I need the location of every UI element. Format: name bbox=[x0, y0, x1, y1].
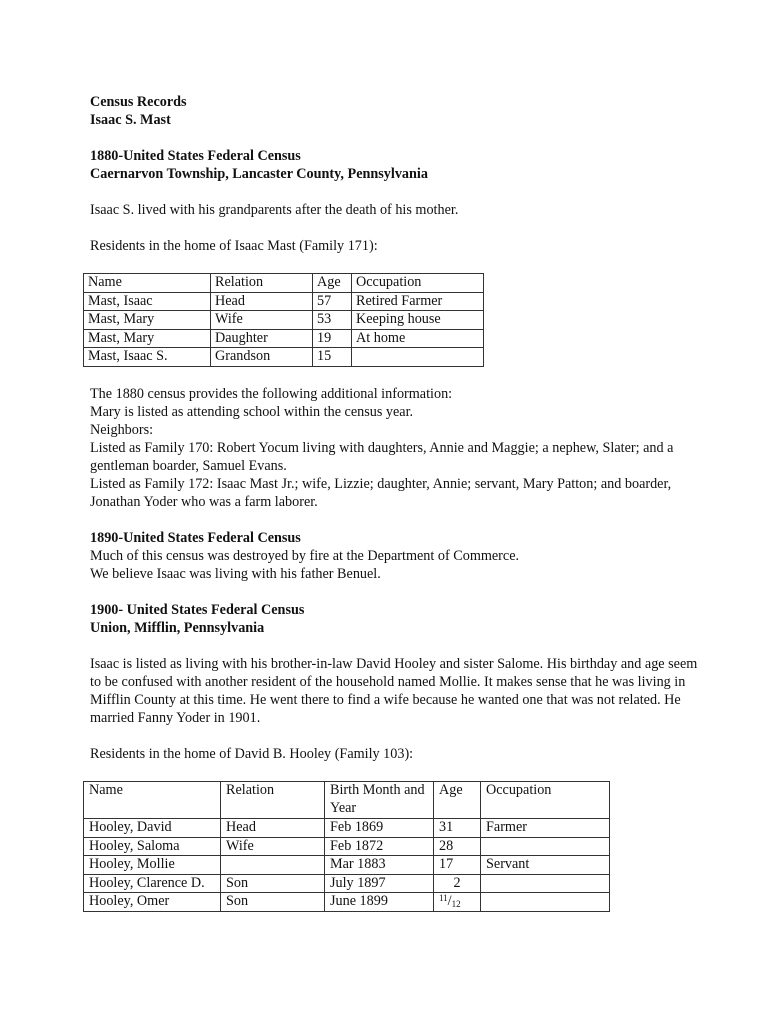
table-cell: At home bbox=[352, 329, 484, 348]
table-row bbox=[84, 818, 610, 837]
table-cell: 57 bbox=[313, 292, 352, 311]
table-row bbox=[84, 292, 484, 311]
table-cell: 2 bbox=[434, 874, 481, 893]
document-subject: Isaac S. Mast bbox=[90, 112, 171, 128]
table-cell bbox=[481, 874, 610, 893]
census-1880-neighbors-label: Neighbors: bbox=[90, 421, 154, 438]
table-row bbox=[84, 874, 610, 893]
census-1890-line: We believe Isaac was living with his father Benuel. bbox=[90, 565, 381, 582]
table-cell: Hooley, Saloma bbox=[84, 837, 221, 856]
census-1880-family-170: Listed as Family 170: Robert Yocum living with daughters, Annie and Maggie; a nephew, Slater; and a gentleman boarder, Samuel Evans. bbox=[90, 439, 674, 474]
table-header-cell: Occupation bbox=[481, 781, 610, 818]
census-1900-table bbox=[83, 781, 610, 912]
table-cell bbox=[352, 348, 484, 367]
table-header-cell: Age bbox=[313, 274, 352, 293]
table-row bbox=[84, 311, 484, 330]
table-cell: Son bbox=[221, 893, 325, 912]
table-cell: Servant bbox=[481, 856, 610, 875]
table-cell: 31 bbox=[434, 818, 481, 837]
census-1900-heading: 1900- United States Federal Census bbox=[90, 601, 305, 618]
fraction-numerator: 11 bbox=[439, 893, 448, 904]
census-1880-heading: 1880-United States Federal Census bbox=[90, 148, 301, 164]
table-cell: Feb 1869 bbox=[325, 818, 434, 837]
table-header-cell: Name bbox=[84, 274, 211, 293]
table-cell: Farmer bbox=[481, 818, 610, 837]
table-cell: 19 bbox=[313, 329, 352, 348]
table-cell: Feb 1872 bbox=[325, 837, 434, 856]
table-cell: Hooley, Omer bbox=[84, 893, 221, 912]
table-row bbox=[84, 893, 610, 912]
table-header-cell: Occupation bbox=[352, 274, 484, 293]
table-header-row bbox=[84, 781, 610, 818]
table-header-cell: Birth Month and Year bbox=[325, 781, 434, 818]
table-cell: Keeping house bbox=[352, 311, 484, 330]
table-cell: Head bbox=[221, 818, 325, 837]
census-1900-paragraph: Isaac is listed as living with his brother-in-law David Hooley and sister Salome. His birthday and age seem to be confused with another resident of the household named Mollie. It makes sense that he was living in Mifflin County at this time. He went there to find a wife because he wanted one that was not related. He married Fanny Yoder in 1901. bbox=[90, 655, 698, 726]
census-1880-additional-intro: The 1880 census provides the following additional information: bbox=[90, 385, 453, 402]
table-cell: June 1899 bbox=[325, 893, 434, 912]
table-cell: 15 bbox=[313, 348, 352, 367]
table-cell bbox=[481, 893, 610, 912]
table-cell: 17 bbox=[434, 856, 481, 875]
table-cell: Hooley, Clarence D. bbox=[84, 874, 221, 893]
census-1880-residents-label: Residents in the home of Isaac Mast (Family 171): bbox=[90, 238, 378, 254]
table-cell: 28 bbox=[434, 837, 481, 856]
table-header-cell: Relation bbox=[211, 274, 313, 293]
table-cell: Wife bbox=[221, 837, 325, 856]
table-cell: Mast, Isaac bbox=[84, 292, 211, 311]
table-cell: Wife bbox=[211, 311, 313, 330]
table-cell: Daughter bbox=[211, 329, 313, 348]
census-1880-intro: Isaac S. lived with his grandparents after the death of his mother. bbox=[90, 202, 459, 218]
table-cell: Mast, Isaac S. bbox=[84, 348, 211, 367]
table-cell: Hooley, David bbox=[84, 818, 221, 837]
table-header-cell: Age bbox=[434, 781, 481, 818]
table-header-row bbox=[84, 274, 484, 293]
document-page bbox=[90, 93, 700, 912]
census-1880-family-172: Listed as Family 172: Isaac Mast Jr.; wife, Lizzie; daughter, Annie; servant, Mary Patton; and boarder, Jonathan Yoder who was a farm laborer. bbox=[90, 475, 672, 510]
table-cell: Mar 1883 bbox=[325, 856, 434, 875]
table-cell: July 1897 bbox=[325, 874, 434, 893]
table-cell: Grandson bbox=[211, 348, 313, 367]
table-cell-fraction-age: $^{11}/_{12}$ bbox=[434, 893, 481, 912]
table-row bbox=[84, 837, 610, 856]
table-cell: Hooley, Mollie bbox=[84, 856, 221, 875]
census-1890-line: Much of this census was destroyed by fire at the Department of Commerce. bbox=[90, 547, 520, 564]
table-header-cell: Name bbox=[84, 781, 221, 818]
census-1880-location: Caernarvon Township, Lancaster County, Pennsylvania bbox=[90, 166, 428, 182]
table-cell: Mast, Mary bbox=[84, 329, 211, 348]
census-1890-heading: 1890-United States Federal Census bbox=[90, 529, 301, 546]
census-1900-location: Union, Mifflin, Pennsylvania bbox=[90, 619, 265, 636]
document-title: Census Records bbox=[90, 94, 187, 110]
census-1880-school-note: Mary is listed as attending school within the census year. bbox=[90, 403, 414, 420]
table-cell bbox=[481, 837, 610, 856]
table-cell: Son bbox=[221, 874, 325, 893]
census-1900-residents-label: Residents in the home of David B. Hooley (Family 103): bbox=[90, 745, 414, 762]
table-row bbox=[84, 348, 484, 367]
table-cell: Head bbox=[211, 292, 313, 311]
table-cell bbox=[221, 856, 325, 875]
table-cell: Mast, Mary bbox=[84, 311, 211, 330]
table-header-cell: Relation bbox=[221, 781, 325, 818]
table-row bbox=[84, 856, 610, 875]
table-row bbox=[84, 329, 484, 348]
fraction-denominator: 12 bbox=[451, 899, 461, 910]
table-cell: Retired Farmer bbox=[352, 292, 484, 311]
table-cell: 53 bbox=[313, 311, 352, 330]
census-1880-table bbox=[83, 273, 484, 367]
